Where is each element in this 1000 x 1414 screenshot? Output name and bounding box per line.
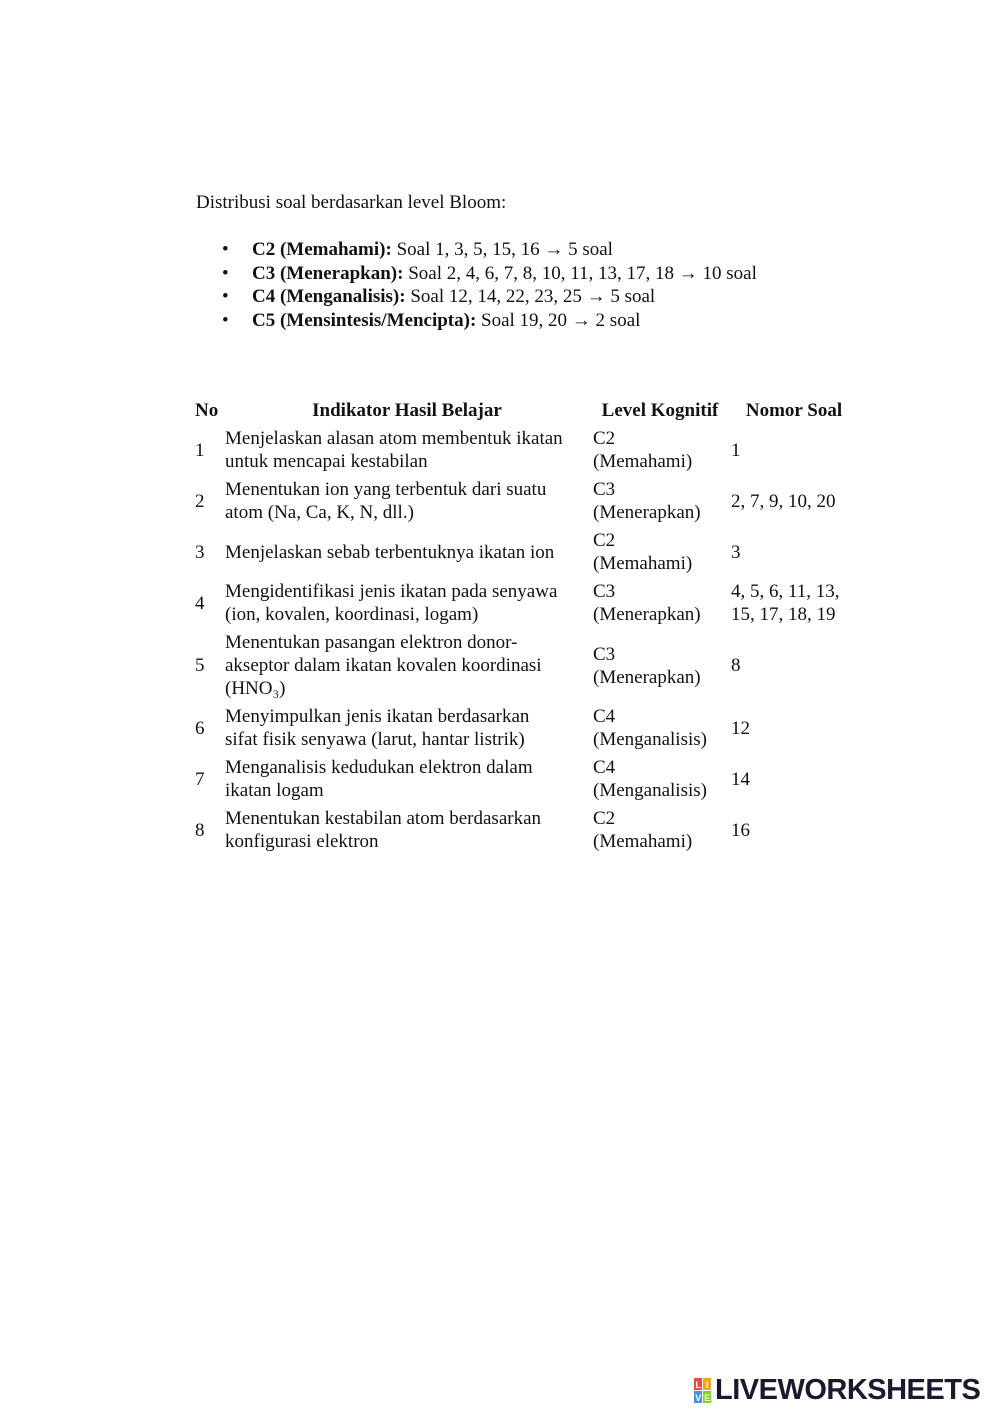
cell-nomor-line: 2, 7, 9, 10, 20 bbox=[731, 490, 836, 512]
cell-indikator-line: Mengidentifikasi jenis ikatan pada senyawa bbox=[225, 581, 558, 602]
cell-nomor-line: 8 bbox=[731, 655, 741, 676]
logo-letter: I bbox=[705, 1379, 709, 1390]
cell-indikator-line: Menjelaskan sebab terbentuknya ikatan ion bbox=[225, 541, 555, 563]
cell-level bbox=[591, 703, 729, 754]
bloom-item-text: Soal 12, 14, 22, 23, 25 → 5 soal bbox=[405, 286, 656, 307]
logo-letter: L bbox=[695, 1379, 701, 1390]
cell-no: 8 bbox=[195, 819, 205, 841]
cell-indikator-line: Menganalisis kedudukan elektron dalam bbox=[225, 757, 533, 778]
cell-no: 7 bbox=[195, 768, 205, 790]
table-row bbox=[193, 476, 859, 527]
cell-indikator-line: Menentukan pasangan elektron donor- bbox=[225, 632, 518, 653]
cell-nomor bbox=[729, 578, 859, 629]
cell-indikator bbox=[223, 805, 591, 856]
cell-level-line: (Menganalisis) bbox=[593, 780, 707, 801]
logo-letter: E bbox=[704, 1392, 710, 1403]
cell-level-line: (Memahami) bbox=[593, 831, 693, 852]
table-row bbox=[193, 629, 859, 703]
cell-indikator-line: atom (Na, Ca, K, N, dll.) bbox=[225, 502, 414, 523]
cell-indikator-line: sifat fisik senyawa (larut, hantar listrik) bbox=[225, 729, 525, 750]
liveworksheets-logo-icon bbox=[694, 1378, 712, 1404]
cell-level bbox=[591, 527, 729, 578]
cell-indikator-line: Menyimpulkan jenis ikatan berdasarkan bbox=[225, 706, 530, 727]
bloom-item-label: C2 (Memahami): bbox=[252, 239, 392, 260]
cell-level-line: (Menerapkan) bbox=[593, 502, 701, 523]
cell-nomor bbox=[729, 703, 859, 754]
table-body bbox=[193, 425, 859, 856]
cell-level-line: (Menerapkan) bbox=[593, 604, 701, 625]
cell-level-line: C4 bbox=[593, 757, 616, 778]
cell-nomor-line: 15, 17, 18, 19 bbox=[731, 604, 836, 625]
cell-level-line: (Menerapkan) bbox=[593, 666, 701, 688]
cell-no: 1 bbox=[195, 439, 205, 461]
cell-nomor-line: 16 bbox=[731, 819, 750, 841]
cell-level-line: (Memahami) bbox=[593, 553, 693, 574]
liveworksheets-wordmark: LIVEWORKSHEETS bbox=[715, 1374, 981, 1406]
bloom-item-text: Soal 1, 3, 5, 15, 16 → 5 soal bbox=[391, 239, 613, 260]
cell-level bbox=[591, 629, 729, 703]
header-nomor: Nomor Soal bbox=[745, 399, 843, 421]
cell-nomor bbox=[729, 805, 859, 856]
cell-nomor-line: 4, 5, 6, 11, 13, bbox=[731, 581, 840, 602]
header-level: Level Kognitif bbox=[601, 399, 719, 421]
cell-indikator bbox=[223, 703, 591, 754]
cell-level bbox=[591, 476, 729, 527]
cell-indikator-line: Menjelaskan alasan atom membentuk ikatan bbox=[225, 428, 563, 449]
cell-nomor-line: 3 bbox=[731, 541, 741, 563]
cell-nomor-line: 12 bbox=[731, 717, 750, 739]
cell-indikator bbox=[223, 425, 591, 476]
bloom-item-label: C3 (Menerapkan): bbox=[252, 262, 404, 284]
cell-no: 6 bbox=[195, 717, 205, 739]
header-indikator: Indikator Hasil Belajar bbox=[312, 399, 502, 421]
table-row bbox=[193, 527, 859, 578]
logo-letter: V bbox=[695, 1392, 701, 1403]
bloom-item-label: C4 (Menganalisis): bbox=[252, 286, 406, 307]
cell-indikator-line: Menentukan ion yang terbentuk dari suatu bbox=[225, 479, 547, 500]
bloom-item-c4 bbox=[222, 285, 757, 309]
cell-nomor-line: 14 bbox=[731, 768, 750, 790]
cell-indikator-line: Menentukan kestabilan atom berdasarkan bbox=[225, 808, 542, 829]
cell-no: 4 bbox=[195, 592, 205, 614]
cell-indikator bbox=[223, 754, 591, 805]
liveworksheets-logo bbox=[694, 1374, 980, 1407]
cell-indikator-line: akseptor dalam ikatan kovalen koordinasi bbox=[225, 655, 542, 676]
cell-nomor bbox=[729, 425, 859, 476]
cell-level-line: C3 bbox=[593, 581, 616, 602]
bloom-item-label: C5 (Mensintesis/Mencipta): bbox=[252, 309, 477, 331]
bloom-item-c2 bbox=[222, 238, 757, 262]
cell-level bbox=[591, 578, 729, 629]
bloom-item-text: Soal 2, 4, 6, 7, 8, 10, 11, 13, 17, 18 → 10 soal bbox=[403, 262, 757, 284]
cell-level bbox=[591, 425, 729, 476]
intro-text: Distribusi soal berdasarkan level Bloom: bbox=[196, 192, 507, 213]
table-row bbox=[193, 805, 859, 856]
cell-nomor bbox=[729, 476, 859, 527]
cell-nomor bbox=[729, 754, 859, 805]
cell-level bbox=[591, 805, 729, 856]
indicator-table bbox=[193, 396, 859, 856]
cell-indikator bbox=[223, 527, 591, 578]
cell-indikator bbox=[223, 578, 591, 629]
cell-no: 5 bbox=[195, 655, 205, 676]
table-row bbox=[193, 754, 859, 805]
bloom-distribution-list bbox=[222, 238, 757, 332]
cell-level-line: C3 bbox=[593, 643, 616, 665]
header-no: No bbox=[195, 399, 219, 421]
cell-nomor bbox=[729, 629, 859, 703]
cell-level-line: (Memahami) bbox=[593, 451, 693, 472]
cell-indikator-line: ikatan logam bbox=[225, 780, 324, 801]
table-row bbox=[193, 425, 859, 476]
cell-level-line: C2 bbox=[593, 428, 616, 449]
cell-level-line: C2 bbox=[593, 808, 616, 829]
table-row bbox=[193, 578, 859, 629]
cell-no: 3 bbox=[195, 541, 205, 563]
cell-indikator-line: untuk mencapai kestabilan bbox=[225, 451, 428, 472]
bloom-item-c5 bbox=[222, 309, 757, 333]
cell-no: 2 bbox=[195, 490, 205, 512]
cell-level-line: C4 bbox=[593, 706, 616, 727]
table-header-row bbox=[193, 396, 859, 425]
bloom-item-text: Soal 19, 20 → 2 soal bbox=[476, 309, 641, 331]
cell-indikator bbox=[223, 476, 591, 527]
cell-indikator-line: (ion, kovalen, koordinasi, logam) bbox=[225, 604, 479, 625]
cell-level-line: (Menganalisis) bbox=[593, 729, 707, 750]
cell-level-line: C2 bbox=[593, 530, 616, 551]
cell-indikator-line: konfigurasi elektron bbox=[225, 831, 379, 852]
cell-indikator bbox=[223, 629, 591, 703]
cell-level-line: C3 bbox=[593, 479, 616, 500]
cell-nomor-line: 1 bbox=[731, 439, 741, 461]
cell-indikator-line: (HNO₃) bbox=[225, 678, 286, 699]
cell-nomor bbox=[729, 527, 859, 578]
bloom-item-c3 bbox=[222, 262, 757, 286]
cell-level bbox=[591, 754, 729, 805]
table-row bbox=[193, 703, 859, 754]
